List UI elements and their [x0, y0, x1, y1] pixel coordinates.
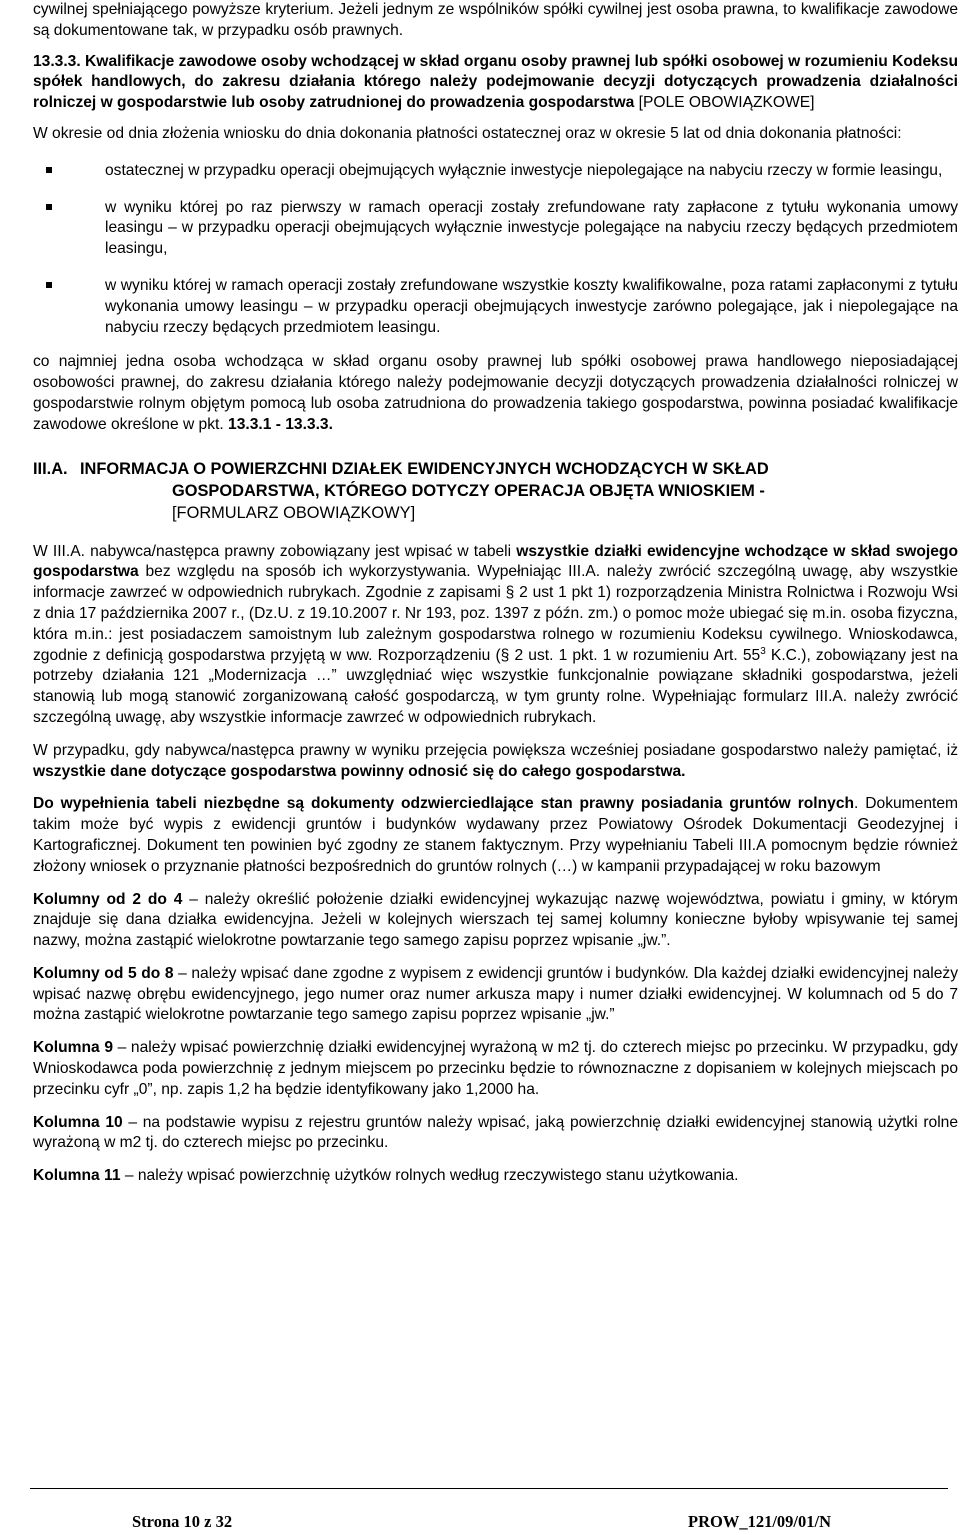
section-3a-title-line2: GOSPODARSTWA, KTÓREGO DOTYCZY OPERACJA OBJĘTA WNIOSKIEM - — [172, 481, 765, 500]
section-13-3-3-title: 13.3.3. Kwalifikacje zawodowe osoby wchodzącej w skład organu osoby prawnej lub spółki osobowej w rozumieniu Kodeksu spółek handlowych, do zakresu działania którego należy podejmowanie decyzji dotyczących prowadzenia działalności rolniczej w gospodarstwie lub osoby zatrudnionej do prowadzenia gospodarstwa — [33, 52, 958, 112]
intro-paragraph: cywilnej spełniającego powyższe kryterium. Jeżeli jednym ze wspólników spółki cywilnej jest osoba prawna, to kwalifikacje zawodowe są dokumentowane tak, w przypadku osób prawnych. — [33, 1, 958, 39]
p1-text-c: bez względu na sposób ich wykorzystywania. Wypełniając III.A. należy zwrócić szczególną uwagę, aby wszystkie informacje zawrzeć w odpowiednich rubrykach. Zgodnie z zapisami § 2 ust 1 pkt 1) rozporządzenia Ministra Rolnictwa i Rozwoju Wsi z dnia 17 października 2007 r., (Dz.U. z 19.10.2007 r. Nr 193, poz. 1397 z późn. zm.) o pomoc może ubiegać się m.in. osoba fizyczna, która m.in.: jest posiadaczem samoistnym lub zależnym gospodarstwa rolnego w rozumieniu Kodeksu cywilnego. Wnioskodawca, zgodnie z definicją gospodarstwa przyjętą w ww. Rozporządzeniu (§ 2 ust. 1 pkt. 1 w rozumieniu Art. 55 — [33, 563, 958, 664]
columns-2-4-label: Kolumny od 2 do 4 — [33, 890, 183, 908]
closing-paragraph — [33, 352, 958, 435]
period-paragraph: W okresie od dnia złożenia wniosku do dnia dokonania płatności ostatecznej oraz w okresie 5 lat od dnia dokonania płatności: — [33, 124, 902, 142]
column-10-paragraph — [33, 1113, 958, 1155]
section-3a-number: III.A. — [33, 459, 68, 478]
bullet-text: w wyniku której po raz pierwszy w ramach operacji zostały zrefundowane raty zapłacone z tytułu wykonania umowy leasingu – w przypadku operacji obejmujących wyłącznie inwestycje polegające na nabyciu rzeczy będących przedmiotem leasingu, — [105, 198, 958, 258]
section-3a-paragraph-3 — [33, 794, 958, 877]
section-3a-title-tag: [FORMULARZ OBOWIĄZKOWY] — [172, 503, 416, 522]
bullet-square-icon — [46, 204, 52, 210]
bullet-item — [33, 198, 958, 260]
section-13-3-3-heading — [33, 52, 958, 114]
column-9-paragraph — [33, 1038, 958, 1100]
columns-5-8-text: – należy wpisać dane zgodne z wypisem z ewidencji gruntów i budynków. Dla każdej działki ewidencyjnej należy wpisać nazwę obrębu ewidencyjnego, jego numer oraz numer arkusza mapy i numer działki ewidencyjnej. W kolumnach od 5 do 7 można zastąpić wielokrotne powtarzanie tego samego zapisu poprzez wpisanie „jw.” — [33, 964, 958, 1024]
bullet-item — [33, 161, 958, 182]
column-9-text: – należy wpisać powierzchnię działki ewidencyjnej wyrażoną w m2 tj. do czterech miejsc po przecinku. W przypadku, gdy Wnioskodawca poda powierzchnię z jednym miejscem po przecinku będzie to równoznaczne z dopisaniem w kolejnych miejscach po przecinku cyfr „0”, np. zapis 1,2 ha będzie identyfikowany jako 1,2000 ha. — [33, 1039, 958, 1098]
bullet-text: w wyniku której w ramach operacji zostały zrefundowane wszystkie koszty kwalifikowalne, poza ratami zapłaconymi z tytułu wykonania umowy leasingu – w przypadku operacji obejmujących inwestycje zarówno polegające, jak i niepolegające na nabyciu rzeczy będących przedmiotem leasingu. — [105, 276, 958, 336]
p1-text-bold: wszystkie działki ewidencyjne wchodzące w skład swojego gospodarstwa — [33, 542, 958, 581]
p3-text-c: . Dokumentem takim może być wypis z ewidencji gruntów i budynków wydawany przez Powiatowy Ośrodek Dokumentacji Geodezyjnej i Kartograficznej. Dokument ten powinien być zgodny ze stanem faktycznym. Przy wypełnianiu Tabeli III.A pomocnym będzie również złożony wniosek o przyznanie płatności bezpośrednich do gruntów rolnych (…) w kampanii przypadającej w roku bazowym — [33, 795, 958, 875]
footer-page-number: Strona 10 z 32 — [132, 1512, 233, 1531]
columns-2-4-paragraph — [33, 890, 958, 952]
p2-text-bold: wszystkie dane dotyczące gospodarstwa powinny odnosić się do całego gospodarstwa. — [33, 762, 686, 780]
column-10-label: Kolumna 10 — [33, 1113, 123, 1131]
column-11-paragraph — [33, 1166, 958, 1187]
section-3a-title-line1: INFORMACJA O POWIERZCHNI DZIAŁEK EWIDENCYJNYCH WCHODZĄCYCH W SKŁAD — [80, 459, 769, 478]
p1-text-a: W III.A. nabywca/następca prawny zobowiązany jest wpisać w tabeli — [33, 542, 517, 560]
section-3a-heading — [33, 458, 958, 524]
column-9-label: Kolumna 9 — [33, 1039, 113, 1057]
bullet-square-icon — [46, 167, 52, 173]
p1-text-d: K.C.), zobowiązany jest na potrzeby działania 121 „Modernizacja …” uwzględniać więc wszystkie funkcjonalnie powiązane składniki gospodarstwa, jeżeli stanowią lub mogą stanowić zorganizowaną całość gospodarczą, w tym grunty rolne. Wypełniając formularz III.A. należy zwrócić szczególną uwagę, aby wszystkie informacje zawrzeć w odpowiednich rubrykach. — [33, 646, 958, 726]
column-11-label: Kolumna 11 — [33, 1167, 121, 1185]
p2-text-a: W przypadku, gdy nabywca/następca prawny w wyniku przejęcia powiększa wcześniej posiadane gospodarstwo należy pamiętać, iż — [33, 741, 958, 759]
footer-divider — [30, 1488, 948, 1489]
p3-text-bold: Do wypełnienia tabeli niezbędne są dokumenty odzwierciedlające stan prawny posiadania gruntów rolnych — [33, 795, 855, 813]
columns-2-4-text: – należy określić położenie działki ewidencyjnej wykazując nazwę województwa, powiatu i gminy, w którym znajduje się dana działka ewidencyjna. Jeżeli w kolejnych wierszach tej samej kolumny konieczne byłoby wpisywanie tej samej nazwy, można zastąpić wielokrotne powtarzanie tego samego zapisu poprzez wpisanie „jw.”. — [33, 890, 958, 950]
footer-document-code: PROW_121/09/01/N — [688, 1512, 831, 1531]
document-page — [33, 0, 958, 1187]
columns-5-8-label: Kolumny od 5 do 8 — [33, 964, 174, 982]
closing-text: co najmniej jedna osoba wchodząca w skład organu osoby prawnej lub spółki osobowej prawa handlowego nieposiadającej osobowości prawnej, do zakresu działania którego należy podejmowanie decyzji dotyczących prowadzenia działalności rolniczej w gospodarstwie rolnym objętym pomocą lub osoba zatrudniona do prowadzenia takiego gospodarstwa, powinna posiadać kwalifikacje zawodowe określone w pkt. — [33, 353, 958, 433]
columns-5-8-paragraph — [33, 964, 958, 1026]
bullet-square-icon — [46, 282, 52, 288]
column-11-text: – należy wpisać powierzchnię użytków rolnych według rzeczywistego stanu użytkowania. — [120, 1167, 739, 1185]
payment-bullet-list — [33, 161, 958, 339]
p1-superscript: 3 — [760, 645, 766, 657]
section-3a-paragraph-1 — [33, 542, 958, 729]
column-10-text: – na podstawie wypisu z rejestru gruntów należy wpisać, jaką powierzchnię działki ewidencyjnej stanowią użytki rolne wyrażoną w m2 tj. do czterech miejsc po przecinku. — [33, 1113, 959, 1152]
section-3a-paragraph-2 — [33, 741, 958, 783]
closing-reference: 13.3.1 - 13.3.3. — [228, 415, 333, 433]
bullet-item — [33, 276, 958, 338]
section-13-3-3-tag: [POLE OBOWIĄZKOWE] — [634, 94, 815, 112]
bullet-text: ostatecznej w przypadku operacji obejmujących wyłącznie inwestycje niepolegające na nabyciu rzeczy w formie leasingu, — [105, 161, 943, 179]
